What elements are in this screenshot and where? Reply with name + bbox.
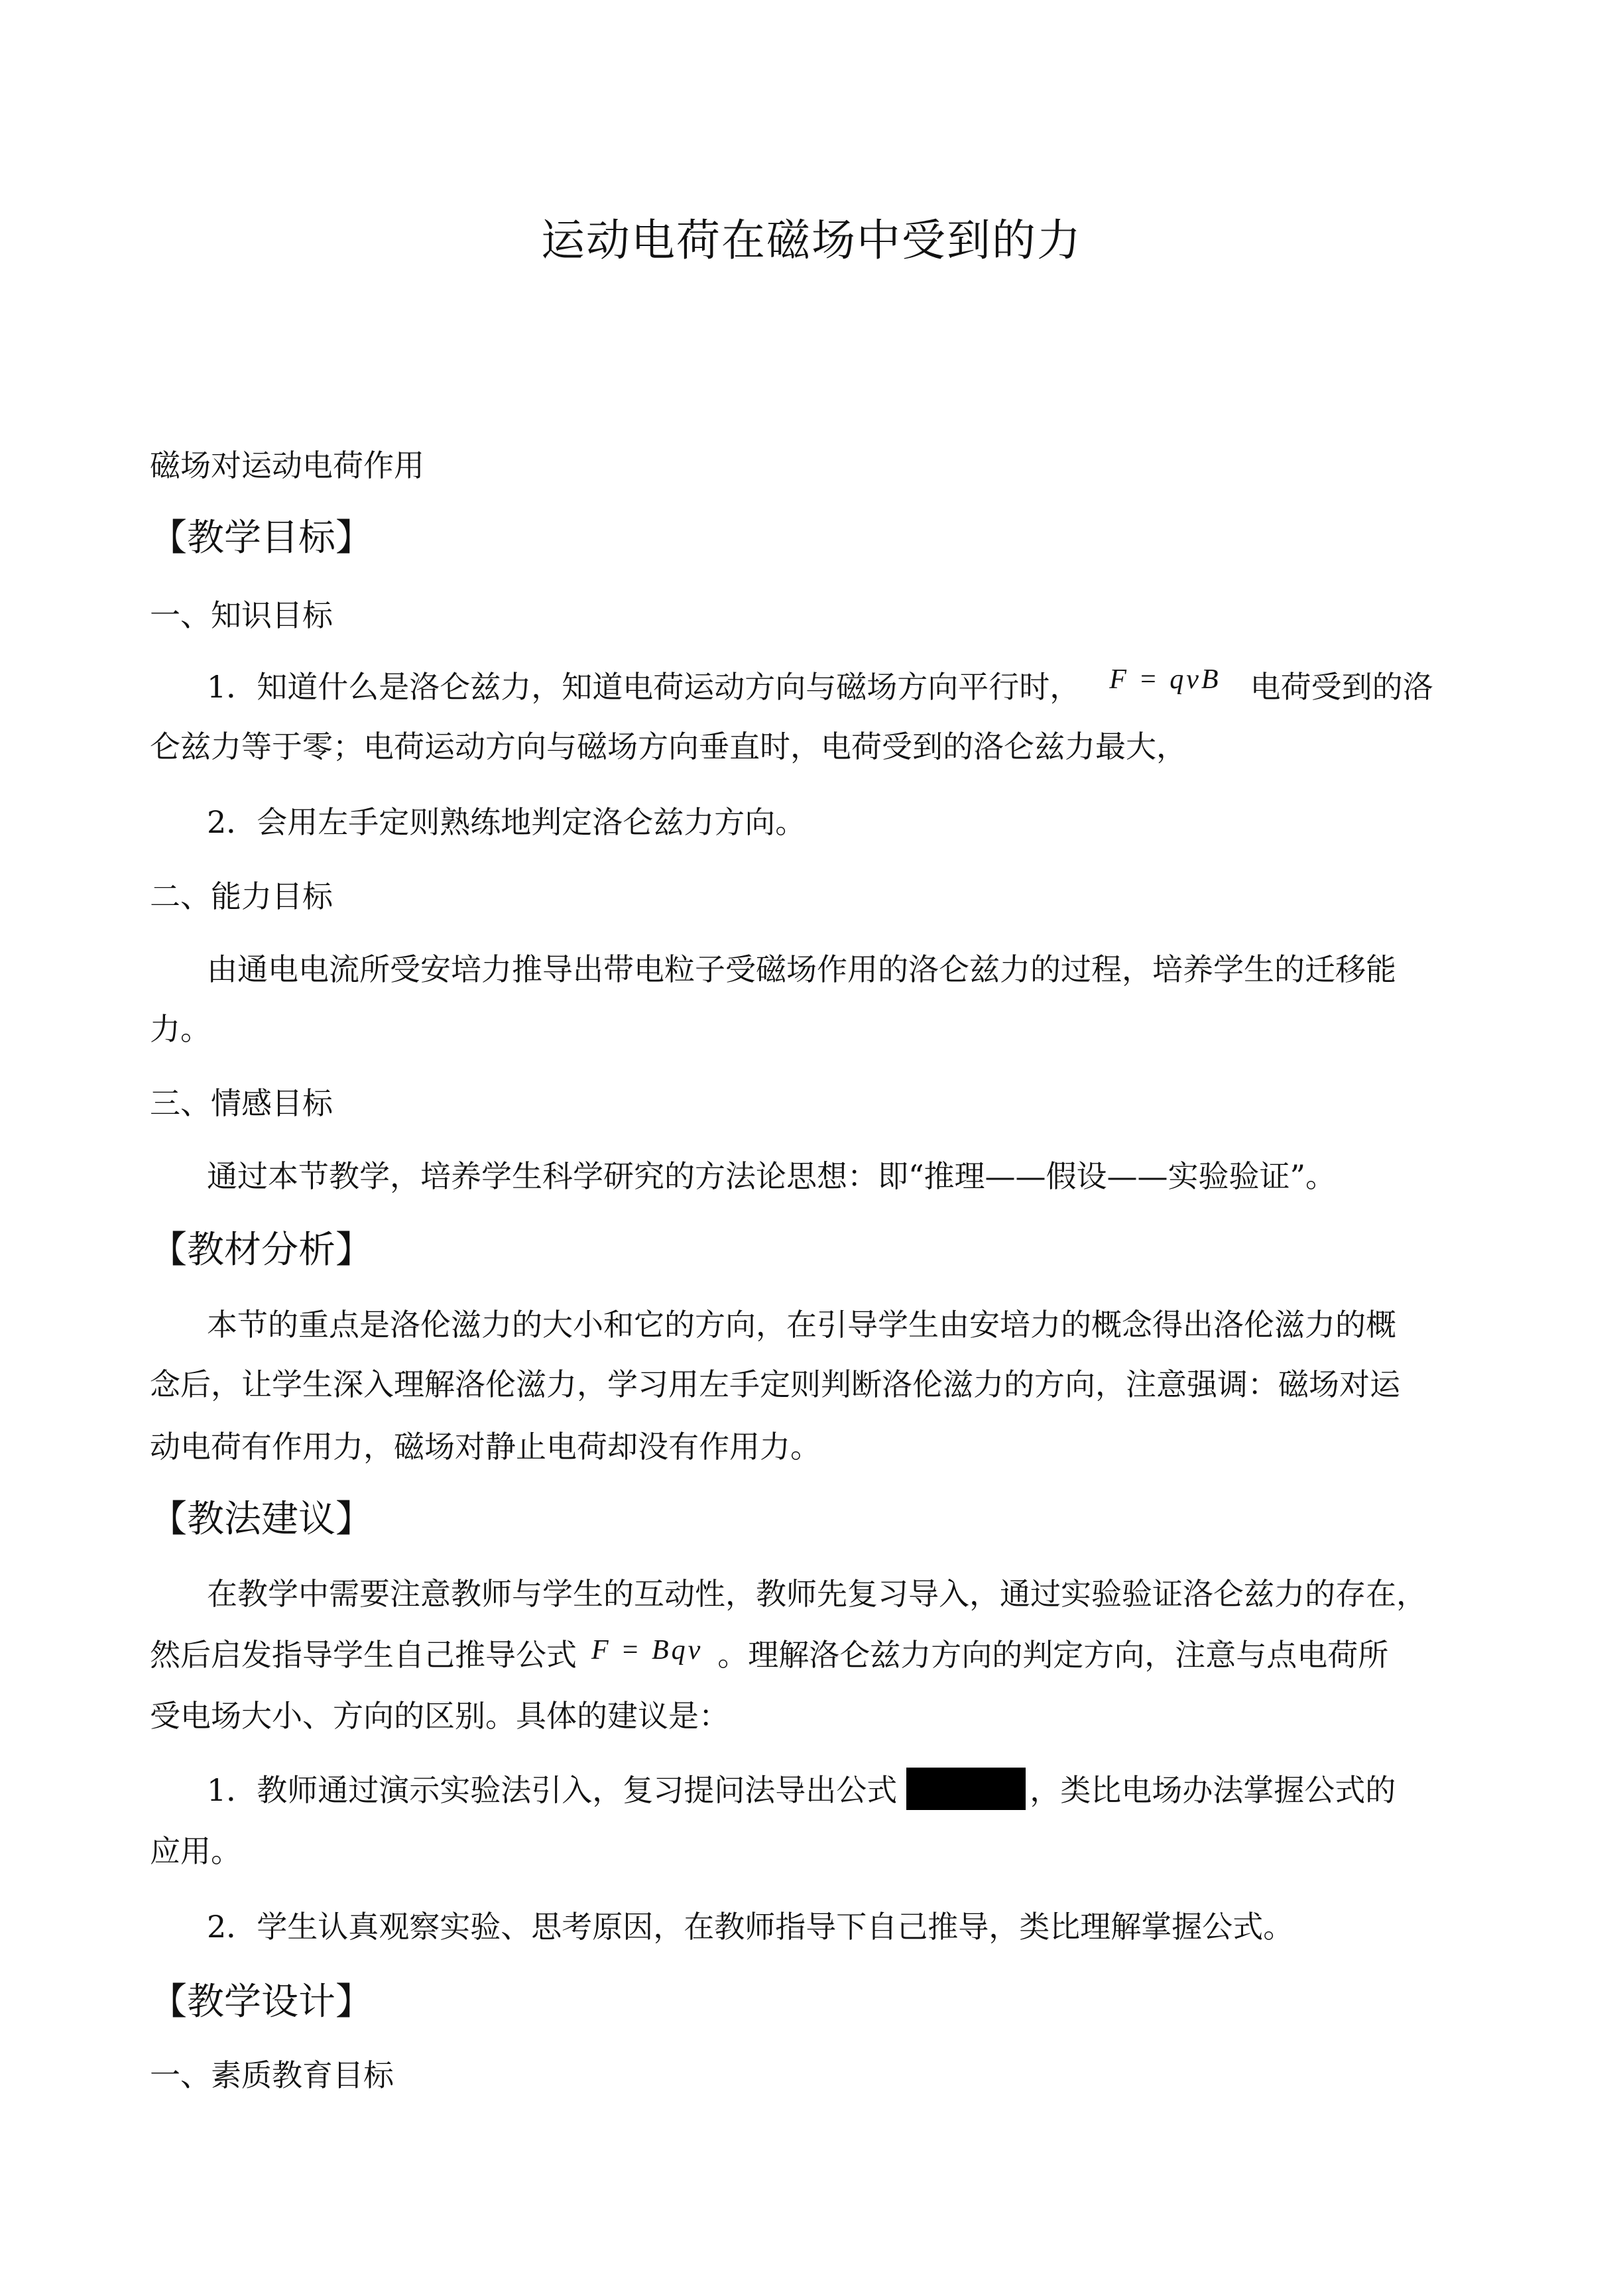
heading-method: 【教法建议】 <box>150 1498 373 1541</box>
method-item-1-line-2: 应用。 <box>150 1833 241 1869</box>
formula-f-qvb: F = qvB <box>1109 664 1221 695</box>
method-line-3: 受电场大小、方向的区别。具体的建议是： <box>150 1698 729 1734</box>
knowledge-item-1-line-1 <box>207 664 1433 709</box>
method-item-1-line-1 <box>207 1770 1396 1814</box>
method-line-2-text-b: 。理解洛仑兹力方向的判定方向，注意与点电荷所 <box>717 1637 1389 1673</box>
method-item-2: 2．学生认真观察实验、思考原因，在教师指导下自己推导，类比理解掌握公式。 <box>207 1909 1294 1945</box>
method-item-1-text-a: 1．教师通过演示实验法引入，复习提问法导出公式 <box>207 1772 898 1808</box>
ability-text-line-2: 力。 <box>150 1011 211 1047</box>
knowledge-item-1-text-a: 1．知道什么是洛仑兹力，知道电荷运动方向与磁场方向平行时， <box>207 669 1081 705</box>
heading-objectives: 【教学目标】 <box>150 516 373 560</box>
knowledge-item-1-text-b: 电荷受到的洛 <box>1250 669 1433 705</box>
emotion-text: 通过本节教学，培养学生科学研究的方法论思想：即“推理——假设——实验验证”。 <box>207 1158 1337 1194</box>
method-item-1-text-b: ，类比电场办法掌握公式的 <box>1030 1772 1396 1808</box>
design-sub-heading-1: 一、素质教育目标 <box>150 2057 394 2093</box>
heading-emotion-objectives: 三、情感目标 <box>150 1085 333 1121</box>
knowledge-item-1-line-2: 仑兹力等于零；电荷运动方向与磁场方向垂直时，电荷受到的洛仑兹力最大， <box>150 729 1187 764</box>
heading-analysis: 【教材分析】 <box>150 1229 373 1272</box>
subtitle: 磁场对运动电荷作用 <box>150 448 424 483</box>
heading-design: 【教学设计】 <box>150 1980 373 2024</box>
heading-knowledge-objectives: 一、知识目标 <box>150 597 333 633</box>
analysis-line-3: 动电荷有作用力，磁场对静止电荷却没有作用力。 <box>150 1429 821 1465</box>
heading-ability-objectives: 二、能力目标 <box>150 878 333 914</box>
knowledge-item-2: 2．会用左手定则熟练地判定洛仑兹力方向。 <box>207 804 806 840</box>
page-title: 运动电荷在磁场中受到的力 <box>541 215 1082 266</box>
ability-text-line-1: 由通电电流所受安培力推导出带电粒子受磁场作用的洛仑兹力的过程，培养学生的迁移能 <box>207 951 1396 987</box>
redacted-formula-box <box>906 1768 1026 1810</box>
method-line-2-text-a: 然后启发指导学生自己推导公式 <box>150 1637 577 1673</box>
method-line-1: 在教学中需要注意教师与学生的互动性，教师先复习导入，通过实验验证洛仑兹力的存在， <box>207 1576 1427 1612</box>
analysis-line-1: 本节的重点是洛伦滋力的大小和它的方向，在引导学生由安培力的概念得出洛伦滋力的概 <box>207 1307 1396 1343</box>
analysis-line-2: 念后，让学生深入理解洛伦滋力，学习用左手定则判断洛伦滋力的方向，注意强调：磁场对运 <box>150 1366 1400 1402</box>
method-line-2 <box>150 1635 1388 1677</box>
formula-f-bqv: F = Bqv <box>591 1635 703 1665</box>
